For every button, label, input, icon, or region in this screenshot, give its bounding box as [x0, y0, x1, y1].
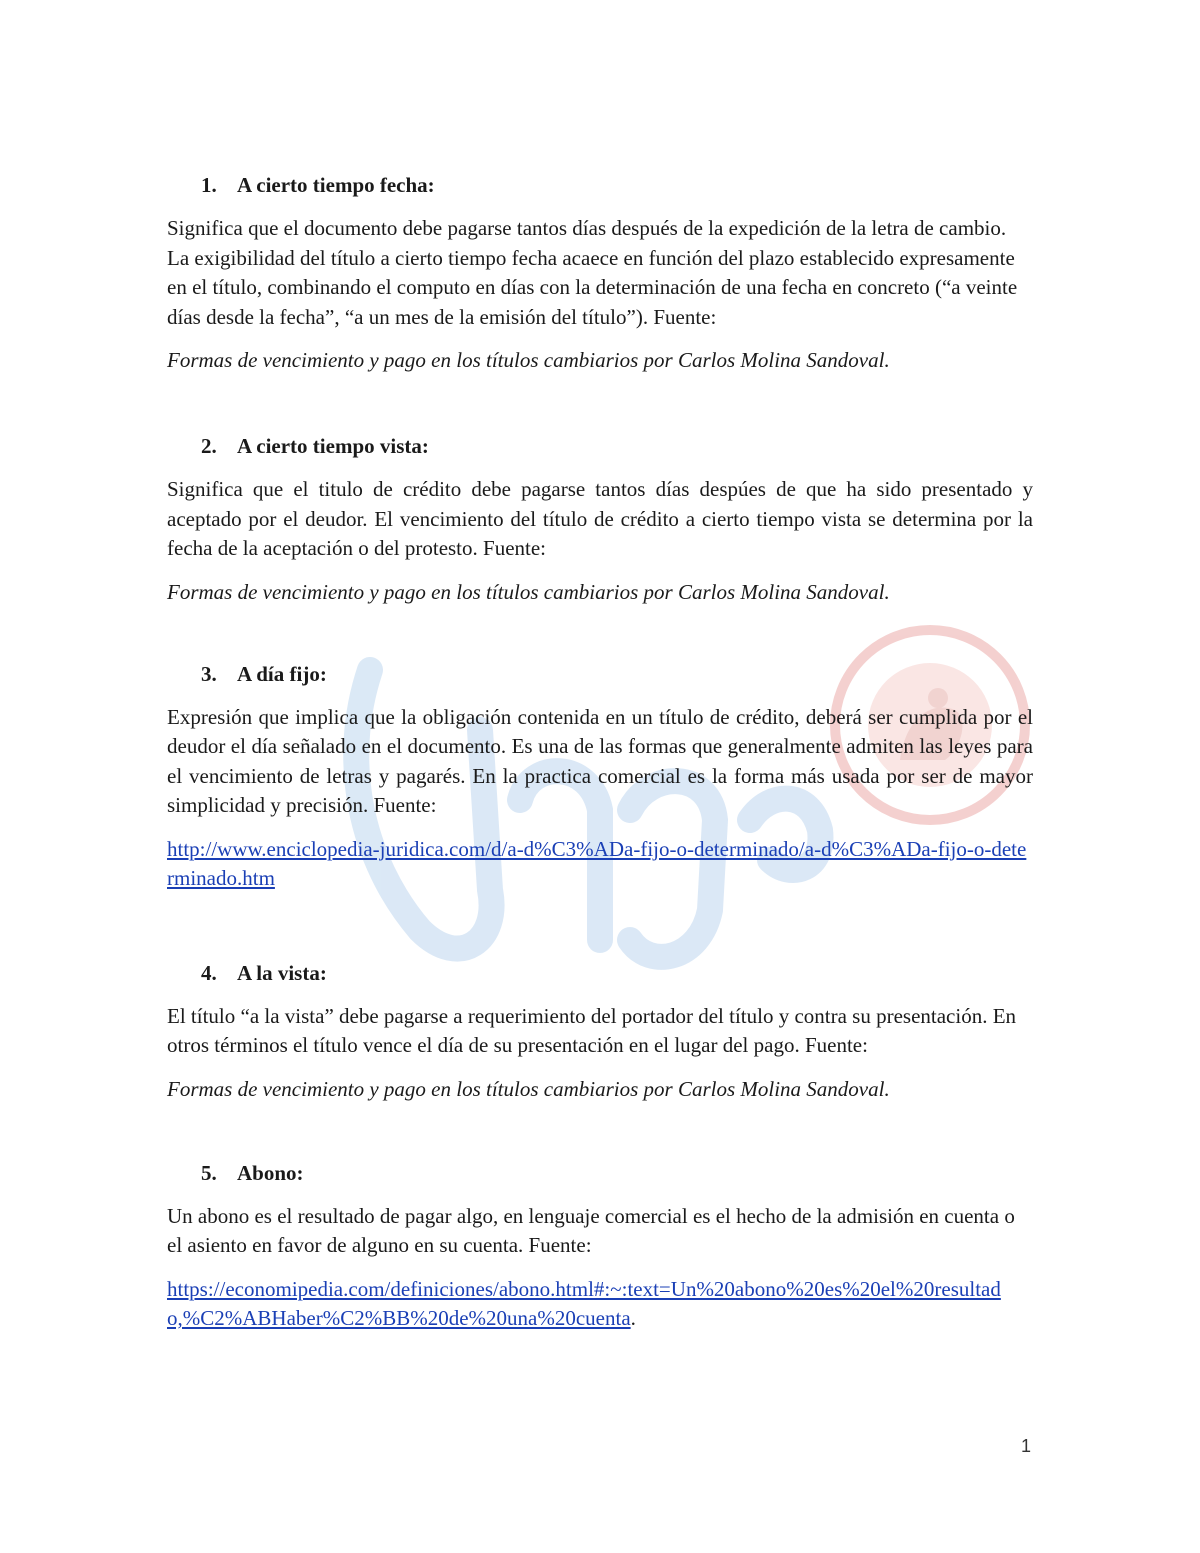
section-a-dia-fijo	[167, 659, 1033, 894]
section-body: Expresión que implica que la obligación contenida en un título de crédito, deberá ser cumplida por el deudor el día señalado en el documento. Es una de las formas que generalmente admiten las leyes para el vencimiento de letras y pagarés. En la practica comercial es la forma más usada por ser de mayor simplicidad y precisión. Fuente:	[167, 704, 1033, 817]
source-citation: Formas de vencimiento y pago en los títulos cambiarios por Carlos Molina Sandoval.	[167, 579, 890, 604]
section-heading	[167, 170, 1033, 200]
section-number: 1.	[201, 173, 217, 197]
section-body: El título “a la vista” debe pagarse a requerimiento del portador del título y contra su presentación. En otros términos el título vence el día de su presentación en el lugar del pago. Fuente:	[167, 1003, 1017, 1057]
link-suffix: .	[630, 1306, 636, 1330]
section-heading	[167, 659, 1033, 689]
section-a-cierto-tiempo-fecha	[167, 170, 1033, 375]
section-title: Abono:	[237, 1160, 304, 1185]
document-page	[167, 170, 1033, 1390]
section-title: A día fijo:	[237, 661, 327, 686]
section-body: Significa que el documento debe pagarse tantos días después de la expedición de la letra de cambio. La exigibilidad del título a cierto tiempo fecha acaece en función del plazo establecido expresamente en el título, combinando el computo en días con la determinación de una fecha en concreto (“a veinte días desde la fecha”, “a un mes de la emisión del título”). Fuente:	[167, 216, 1018, 329]
section-heading	[167, 958, 1033, 988]
page-number: 1	[1021, 1436, 1032, 1456]
section-title: A la vista:	[237, 960, 327, 985]
section-title: A cierto tiempo fecha:	[237, 173, 435, 197]
section-body: Un abono es el resultado de pagar algo, en lenguaje comercial es el hecho de la admisión en cuenta o el asiento en favor de alguno en su cuenta. Fuente:	[167, 1203, 1015, 1257]
section-a-cierto-tiempo-vista	[167, 431, 1033, 607]
source-link[interactable]: https://economipedia.com/definiciones/abono.html#:~:text=Un%20abono%20es%20el%20resultado,%C2%ABHaber%C2%BB%20de%20una%20cuenta	[167, 1276, 1001, 1330]
source-link-container	[167, 1275, 1033, 1334]
source-link[interactable]: http://www.enciclopedia-juridica.com/d/a-d%C3%ADa-fijo-o-determinado/a-d%C3%ADa-fijo-o-determinado.htm	[167, 836, 1027, 890]
source-citation: Formas de vencimiento y pago en los títulos cambiarios por Carlos Molina Sandoval.	[167, 348, 890, 372]
section-number: 5.	[201, 1160, 217, 1185]
source-citation: Formas de vencimiento y pago en los títulos cambiarios por Carlos Molina Sandoval.	[167, 1076, 890, 1101]
section-number: 2.	[201, 434, 217, 458]
section-heading	[167, 431, 1033, 461]
section-number: 4.	[201, 960, 217, 985]
section-heading	[167, 1158, 1033, 1188]
section-body: Significa que el titulo de crédito debe pagarse tantos días despúes de que ha sido presentado y aceptado por el deudor. El vencimiento del título de crédito a cierto tiempo vista se determina por la fecha de la aceptación o del protesto. Fuente:	[167, 477, 1033, 560]
section-title: A cierto tiempo vista:	[237, 434, 429, 458]
section-abono	[167, 1158, 1033, 1334]
section-a-la-vista	[167, 958, 1033, 1104]
section-number: 3.	[201, 661, 217, 686]
